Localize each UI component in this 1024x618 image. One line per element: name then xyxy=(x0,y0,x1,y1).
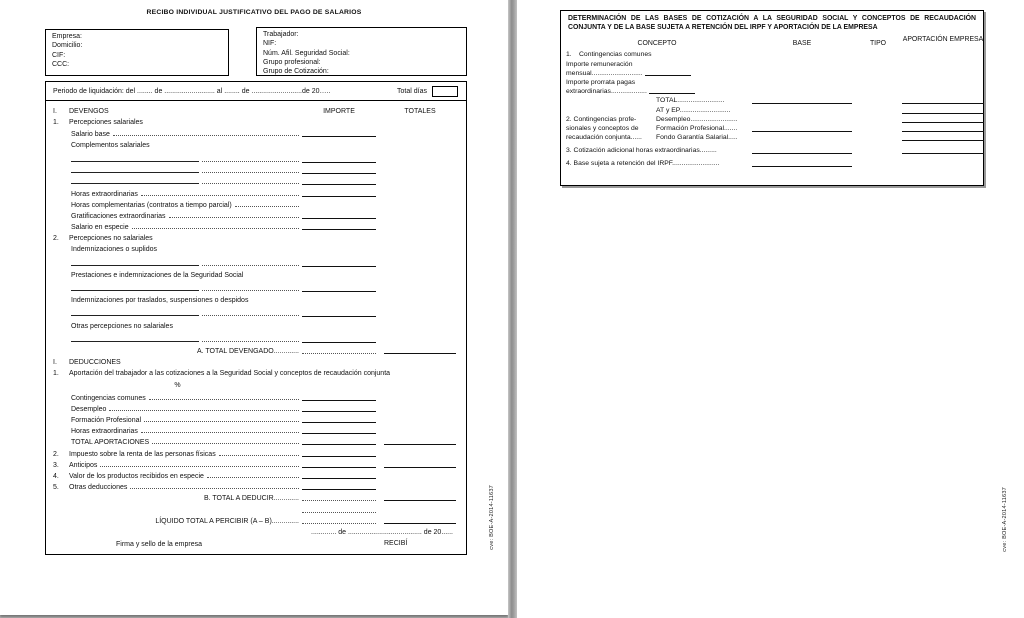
period-line: Periodo de liquidación: del ........ de .......................... al ........ de ..........................de 20….. xyxy=(53,87,331,95)
row-mensual xyxy=(561,68,983,77)
item-number: 1. xyxy=(566,51,572,59)
item-label: Importe prorrata pagas xyxy=(566,78,636,86)
fill-line-name xyxy=(71,183,199,184)
formacion-label: Formación Profesional....... xyxy=(656,124,738,132)
item-label: Aportación del trabajador a las cotizaciones a la Seguridad Social y conceptos de recaudación conjunta xyxy=(69,370,391,378)
row-horas-extraordinarias-ded xyxy=(46,424,466,435)
dotted-leader xyxy=(152,443,299,444)
cotizacion-box xyxy=(560,10,984,186)
row-valor-productos xyxy=(46,469,466,480)
fill-line-mensual xyxy=(645,75,691,76)
cell-aportacion xyxy=(900,95,986,104)
item-label: Horas complementarias (contratos a tiempo parcial) xyxy=(71,201,232,209)
percent-symbol: % xyxy=(174,381,181,389)
item-label: sionales y conceptos de xyxy=(566,124,639,132)
cell-aportacion xyxy=(900,145,986,154)
recibi-label: RECIBÍ xyxy=(384,540,408,548)
dotted-leader xyxy=(235,206,299,207)
fill-line-importe xyxy=(302,173,376,174)
row-total-aportaciones xyxy=(46,435,466,446)
dotted-leader xyxy=(207,477,299,478)
fill-line-totales xyxy=(384,444,456,445)
row-complementos xyxy=(46,138,466,149)
row-cotizacion-adicional xyxy=(561,145,983,154)
row-impuesto-renta xyxy=(46,446,466,457)
dotted-importe xyxy=(302,500,376,501)
fill-line-totales xyxy=(384,467,456,468)
page-title: RECIBO INDIVIDUAL JUSTIFICATIVO DEL PAGO DE SALARIOS xyxy=(146,9,362,16)
cotizacion-title: DETERMINACIÓN DE LAS BASES DE COTIZACIÓN A LA SEGURIDAD SOCIAL Y CONCEPTOS DE RECAUDACIÓN CONJUNTA Y DE LA BASE SUJETA A RETENCIÓN DEL IRPF Y APORTACIÓN DE LA EMPRESA xyxy=(568,15,976,31)
date-line: ............. de ...................................... de 20...... xyxy=(311,528,453,536)
section-deducciones-header xyxy=(46,355,466,366)
liquido-total-label: LÍQUIDO TOTAL A PERCIBIR (A – B).............. xyxy=(155,517,299,525)
item-number: 5. xyxy=(53,484,59,492)
item-number: 1. xyxy=(53,119,59,127)
row-liquido-total xyxy=(46,514,466,525)
fill-line-base xyxy=(752,95,852,104)
fill-line-totales xyxy=(384,353,456,354)
item-label: Indemnizaciones por traslados, suspensiones o despidos xyxy=(71,297,249,305)
fill-line-importe xyxy=(302,342,376,343)
fill-line-importe xyxy=(302,444,376,445)
fill-line-importe xyxy=(302,456,376,457)
dotted-leader xyxy=(130,488,299,489)
row-prestaciones xyxy=(46,268,466,279)
row-total-deducir xyxy=(46,491,466,502)
dotted-leader xyxy=(141,432,299,433)
row-percent-header xyxy=(46,377,466,388)
fill-line-name xyxy=(71,341,199,342)
section-devengos-header xyxy=(46,104,466,115)
fill-line-importe xyxy=(302,478,376,479)
row-gratificaciones xyxy=(46,209,466,220)
company-field-label: CCC: xyxy=(52,60,70,68)
dotted-leader xyxy=(132,228,299,229)
section-number: I. xyxy=(53,108,57,116)
total-devengado-label: A. TOTAL DEVENGADO............. xyxy=(196,347,299,355)
item-label: Gratificaciones extraordinarias xyxy=(71,212,166,220)
fondo-label: Fondo Garantía Salarial..... xyxy=(656,134,738,142)
row-at-ep xyxy=(561,104,983,113)
row-aportacion-trabajador xyxy=(46,366,466,377)
item-label: 3. Cotización adicional horas extraordinarias......... xyxy=(566,147,717,155)
item-label: Horas extraordinarias xyxy=(71,428,138,436)
desempleo-label: Desempleo......................... xyxy=(656,115,738,123)
item-label: Contingencias comunes xyxy=(71,394,146,402)
dotted-leader xyxy=(202,183,299,184)
dotted-leader xyxy=(219,455,299,456)
item-label: Percepciones salariales xyxy=(69,119,143,127)
item-label: recaudación conjunta...... xyxy=(566,134,642,142)
cell-base xyxy=(748,95,856,104)
fill-line-importe xyxy=(302,422,376,423)
fill-line-importe xyxy=(302,136,376,137)
dotted-leader xyxy=(169,217,299,218)
fill-line-prorrata xyxy=(649,93,695,94)
row-blank-complemento xyxy=(46,175,466,186)
fill-line-importe xyxy=(302,400,376,401)
item-label: Anticipos xyxy=(69,461,98,469)
section-number: I. xyxy=(53,359,57,367)
row-otras-deducciones xyxy=(46,480,466,491)
company-field-label: Domicilio: xyxy=(52,42,83,50)
item-number: 1. xyxy=(53,370,59,378)
item-label: Contingencias comunes xyxy=(579,51,652,59)
fill-line-importe xyxy=(302,316,376,317)
row-salario-base xyxy=(46,126,466,137)
row-base-irpf xyxy=(561,158,983,167)
page-separator xyxy=(508,0,517,618)
dotted-leader xyxy=(202,172,299,173)
dotted-leader xyxy=(149,399,299,400)
dotted-leader xyxy=(144,421,299,422)
fill-line-aportacion xyxy=(902,132,984,141)
fill-line-totales xyxy=(384,500,456,501)
item-label: Valor de los productos recibidos en especie xyxy=(69,473,204,480)
dotted-leader xyxy=(109,410,299,411)
row-total xyxy=(561,95,983,104)
fill-line-importe xyxy=(302,433,376,434)
fill-line-aportacion xyxy=(902,145,984,154)
item-label: Impuesto sobre la renta de las personas físicas xyxy=(69,450,216,458)
at-ep-label: AT y EP........................... xyxy=(656,106,731,114)
dotted-leader xyxy=(202,161,299,162)
fill-line-name xyxy=(71,290,199,291)
signature-label: Firma y sello de la empresa xyxy=(116,541,202,549)
dotted-leader xyxy=(202,265,299,266)
fill-line-aportacion xyxy=(902,105,984,114)
row-blank-complemento xyxy=(46,164,466,175)
worker-field-label: Trabajador: xyxy=(263,31,299,38)
fill-line-importe xyxy=(302,196,376,197)
row-contingencias-comunes xyxy=(46,391,466,402)
fill-line-importe xyxy=(302,218,376,219)
cell-aportacion xyxy=(900,114,986,123)
row-desempleo xyxy=(561,114,983,123)
column-header-totales: TOTALES xyxy=(404,108,436,116)
section-title: DEVENGOS xyxy=(69,108,109,116)
cell-base xyxy=(748,158,856,167)
row-formacion xyxy=(561,123,983,132)
boe-cve-code: cve: BOE-A-2014-11637 xyxy=(489,485,495,550)
receipt-rows xyxy=(46,101,466,548)
row-blank-complemento xyxy=(46,153,466,164)
section-title: DEDUCCIONES xyxy=(69,359,121,367)
row-salario-especie xyxy=(46,220,466,231)
cell-aportacion xyxy=(900,132,986,141)
fill-line-importe xyxy=(302,489,376,490)
column-header-aportacion: APORTACIÓN EMPRESA xyxy=(902,36,984,44)
item-label: Complementos salariales xyxy=(71,141,150,149)
item-label: mensual........................... xyxy=(566,69,643,77)
item-label: Desempleo xyxy=(71,405,107,413)
item-label: Salario en especie xyxy=(71,224,129,232)
cell-base xyxy=(748,145,856,154)
fill-line-importe xyxy=(302,229,376,230)
item-label: Horas extraordinarias xyxy=(71,190,138,198)
row-indem-traslados xyxy=(46,293,466,304)
item-label: Importe remuneración xyxy=(566,60,633,68)
item-label: extraordinarias................... xyxy=(566,88,647,96)
dotted-importe xyxy=(302,512,376,513)
dotted-leader xyxy=(100,466,299,467)
fill-line-name xyxy=(71,161,199,162)
row-contingencias-comunes xyxy=(561,49,983,58)
dotted-leader xyxy=(202,290,299,291)
row-signature xyxy=(46,537,466,548)
row-total-devengado xyxy=(46,344,466,355)
total-deducir-label: B. TOTAL A DEDUCIR............. xyxy=(203,495,299,503)
fill-line-importe xyxy=(302,266,376,267)
row-prorrata xyxy=(561,77,983,86)
item-label: Prestaciones e indemnizaciones de la Seguridad Social xyxy=(71,271,244,279)
row-formacion-profesional xyxy=(46,413,466,424)
fill-line-importe xyxy=(302,467,376,468)
row-desempleo xyxy=(46,402,466,413)
fill-line-base xyxy=(752,145,852,154)
column-header-importe: IMPORTE xyxy=(323,108,355,116)
item-label: 2. Contingencias profe- xyxy=(566,115,637,123)
receipt-main-box xyxy=(45,81,467,555)
table-header-row xyxy=(561,33,983,49)
worker-field-label: Núm. Afil. Seguridad Social: xyxy=(263,49,350,57)
company-info-box xyxy=(45,29,229,76)
row-percepciones-salariales xyxy=(46,115,466,126)
fill-line-aportacion xyxy=(902,95,984,104)
dotted-leader xyxy=(141,195,299,196)
dotted-importe xyxy=(302,353,376,354)
item-number: 3. xyxy=(53,461,59,469)
fill-line-importe xyxy=(302,162,376,163)
fill-line-name xyxy=(71,315,199,316)
cell-base xyxy=(748,123,856,132)
fill-line-aportacion xyxy=(902,123,984,132)
worker-field-label: Grupo de Cotización: xyxy=(263,68,329,76)
total-days-label: Total días xyxy=(397,87,427,95)
item-label: Percepciones no salariales xyxy=(69,235,153,243)
row-indemnizaciones xyxy=(46,242,466,253)
column-header-base: BASE xyxy=(792,40,812,48)
dotted-leader xyxy=(202,341,299,342)
page-1-salary-receipt xyxy=(0,0,508,615)
row-percepciones-no-salariales xyxy=(46,231,466,242)
fill-line-importe xyxy=(302,291,376,292)
company-field-label: Empresa: xyxy=(52,33,82,40)
fill-line-importe xyxy=(302,184,376,185)
item-number: 4. xyxy=(53,473,59,480)
item-label: 4. Base sujeta a retención del IRPF......................... xyxy=(566,160,720,168)
fill-line-name xyxy=(71,265,199,266)
fill-line-base xyxy=(752,123,852,132)
company-field-label: CIF: xyxy=(52,51,66,59)
item-label: Salario base xyxy=(71,130,110,138)
item-label: TOTAL APORTACIONES xyxy=(71,439,150,447)
fill-line-importe xyxy=(302,411,376,412)
item-number: 2. xyxy=(53,450,59,458)
item-label: Otras deducciones xyxy=(69,484,128,492)
row-blank-fill xyxy=(46,307,466,318)
worker-field-label: NIF: xyxy=(263,40,277,48)
dotted-leader xyxy=(202,315,299,316)
row-dotted-only xyxy=(46,502,466,513)
item-label: Otras percepciones no salariales xyxy=(71,322,173,330)
row-blank-fill xyxy=(46,282,466,293)
settlement-period-row xyxy=(46,82,466,101)
row-importe-remuneracion xyxy=(561,58,983,67)
row-horas-complementarias xyxy=(46,198,466,209)
cell-aportacion xyxy=(900,123,986,132)
row-anticipos xyxy=(46,458,466,469)
fill-line-base xyxy=(752,158,852,167)
row-date-line xyxy=(46,525,466,536)
page-2-cotizacion-bases xyxy=(517,0,1024,618)
cell-aportacion xyxy=(900,105,986,114)
boe-cve-code: cve: BOE-A-2014-11637 xyxy=(1002,487,1008,552)
row-fondo-garantia xyxy=(561,132,983,141)
dotted-leader xyxy=(113,135,299,136)
row-otras-percepciones xyxy=(46,318,466,329)
column-header-tipo: TIPO xyxy=(869,40,887,48)
row-blank-fill xyxy=(46,256,466,267)
total-label: TOTAL......................... xyxy=(656,97,725,105)
worker-field-label: Grupo profesional: xyxy=(263,58,321,66)
item-label: Indemnizaciones o suplidos xyxy=(71,246,157,254)
dotted-importe xyxy=(302,523,376,524)
item-number: 2. xyxy=(53,235,59,243)
fill-line-totales xyxy=(384,523,456,524)
column-header-concepto: CONCEPTO xyxy=(637,40,677,48)
item-label: Formación Profesional xyxy=(71,417,142,425)
row-blank-fill xyxy=(46,333,466,344)
fill-line-aportacion xyxy=(902,114,984,123)
total-days-field xyxy=(432,86,458,97)
worker-info-box xyxy=(256,27,467,76)
row-extraordinarias xyxy=(561,86,983,95)
fill-line-name xyxy=(71,172,199,173)
row-horas-extraordinarias xyxy=(46,186,466,197)
